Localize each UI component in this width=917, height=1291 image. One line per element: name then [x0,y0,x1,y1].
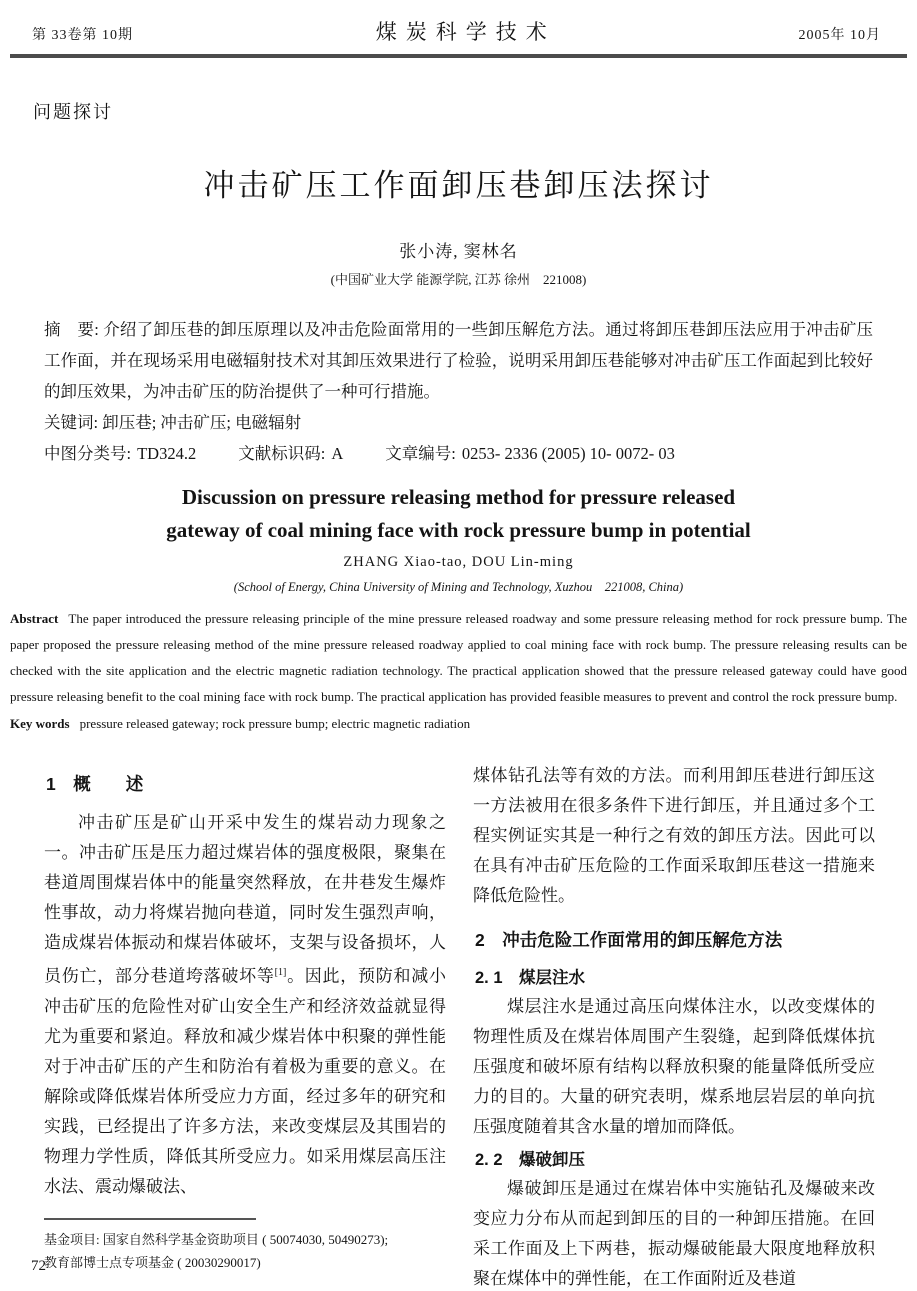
paper-title-en-line2: gateway of coal mining face with rock pressure bump in potential [166,518,751,542]
page-number: 72 [31,1258,46,1274]
column-label: 问题探讨 [33,102,113,122]
abstract-cn [44,314,873,407]
footnote-divider [44,1218,256,1220]
article-id: 0253- 2336 (2005) 10- 0072- 03 [461,444,675,463]
abstract-en-label: Abstract [10,611,59,626]
article-id-label: 文章编号: [385,444,456,463]
clc-label: 中图分类号: [44,444,132,463]
authors-cn: 张小涛, 窦林名 [399,242,518,261]
left-column [44,761,446,1291]
publication-date: 2005年 10月 [798,28,881,43]
abstract-cn-label: 摘 要: [44,320,99,339]
clc-number: TD324.2 [137,444,197,463]
keywords-cn-label: 关键词: [44,413,99,432]
authors-en: ZHANG Xiao-tao, DOU Lin-ming [343,554,574,570]
affiliation-cn: (中国矿业大学 能源学院, 江苏 徐州 221008) [330,272,587,287]
volume-issue: 第 33卷第 10期 [32,28,133,43]
journal-header [0,0,917,50]
classification-line [44,438,873,469]
section-2-2-heading: 2. 2 爆破卸压 [475,1151,586,1169]
abstract-en-text: The paper introduced the pressure releasing principle of the mine pressure released roadway and some pressure releasing method for rock pressure bump. The paper proposed the pressure releasing method of the mine pressure released roadway applied to coal mining face with rock bump. The pressure releasing results can be checked with the site application and the electric magnetic radiation technology. The practical application showed that the pressure released gateway could have good pressure releasing benefit to the coal mining face with rock bump. The practical application has provided feasible measures to prevent and control the rock pressure bump. [10,611,907,704]
body-columns [44,761,877,1291]
section-1-paragraph-continuation: 煤体钻孔法等有效的方法。而利用卸压巷进行卸压这一方法被用在很多条件下进行卸压，并且通过多个工程实例证实其是一种行之有效的卸压方法。因此可以在具有冲击矿压危险的工作面采取卸压巷这一措施来降低危险性。 [473,766,875,905]
doc-code: A [331,444,344,463]
section-2-heading: 2 冲击危险工作面常用的卸压解危方法 [475,930,783,950]
doc-code-label: 文献标识码: [238,444,326,463]
keywords-en [10,711,907,737]
section-1-paragraph [44,808,446,1202]
section-2-1-heading: 2. 1 煤层注水 [475,969,586,987]
funding-line-2: 教育部博士点专项基金 ( 20030290017) [44,1254,261,1270]
keywords-cn [44,407,873,438]
header-divider [10,54,907,58]
funding-line-1: 基金项目: 国家自然科学基金资助项目 ( 50074030, 50490273); [44,1231,389,1247]
right-column [473,761,875,1291]
keywords-en-label: Key words [10,716,70,731]
paper-title-cn: 冲击矿压工作面卸压巷卸压法探讨 [203,168,714,203]
section-2-2-paragraph: 爆破卸压是通过在煤岩体中实施钻孔及爆破来改变应力分布从而起到卸压的目的一种卸压措施。在回采工作面及上下两巷，振动爆破能最大限度地释放积聚在煤体中的弹性能，在工作面附近及巷道 [473,1179,875,1288]
funding-footnote [44,1218,446,1274]
paper-title-en-line1: Discussion on pressure releasing method for pressure released [181,485,736,509]
affiliation-en: (School of Energy, China University of Mining and Technology, Xuzhou 221008, China) [233,580,684,594]
citation-1: [1] [274,967,287,978]
keywords-cn-text: 卸压巷; 冲击矿压; 电磁辐射 [102,413,302,432]
section-2-1-paragraph: 煤层注水是通过高压向煤体注水，以改变煤体的物理性质及在煤岩体周围产生裂缝，起到降低煤体抗压强度和破坏原有结构以释放积聚的能量降低所受应力的目的。大量的研究表明，煤系地层岩层的单向抗压强度随着其含水量的增加而降低。 [473,997,875,1136]
abstract-en [10,606,907,710]
section-1-text-cont: 。因此，预防和减小冲击矿压的危险性对矿山安全生产和经济效益就显得尤为重要和紧迫。释放和减少煤岩体中积聚的弹性能对于冲击矿压的产生和防治有着极为重要的意义。在解除或降低煤岩体所受应力方面，经过多年的研究和实践，已经提出了许多方法，来改变煤层及其围岩的物理力学性质，降低其所受应力。如采用煤层高压注水法、震动爆破法、 [44,966,447,1196]
keywords-en-text: pressure released gateway; rock pressure bump; electric magnetic radiation [79,716,471,731]
paper-title-en [0,481,917,547]
section-1-heading: 1 概 述 [46,774,144,794]
journal-title: 煤炭科学技术 [375,20,556,44]
section-1-text: 冲击矿压是矿山开采中发生的煤岩动力现象之一。冲击矿压是压力超过煤岩体的强度极限，聚集在巷道周围煤岩体中的能量突然释放，在井巷发生爆炸性事故，动力将煤岩抛向巷道，同时发生强烈声响，造成煤岩体振动和煤岩体破坏，支架与设备损坏，人员伤亡，部分巷道垮落破坏等 [44,813,446,986]
abstract-cn-text: 介绍了卸压巷的卸压原理以及冲击危险面常用的一些卸压解危方法。通过将卸压巷卸压法应用于冲击矿压工作面，并在现场采用电磁辐射技术对其卸压效果进行了检验，说明采用卸压巷能够对冲击矿压工作面起到比较好的卸压效果，为冲击矿压的防治提供了一种可行措施。 [44,320,874,401]
